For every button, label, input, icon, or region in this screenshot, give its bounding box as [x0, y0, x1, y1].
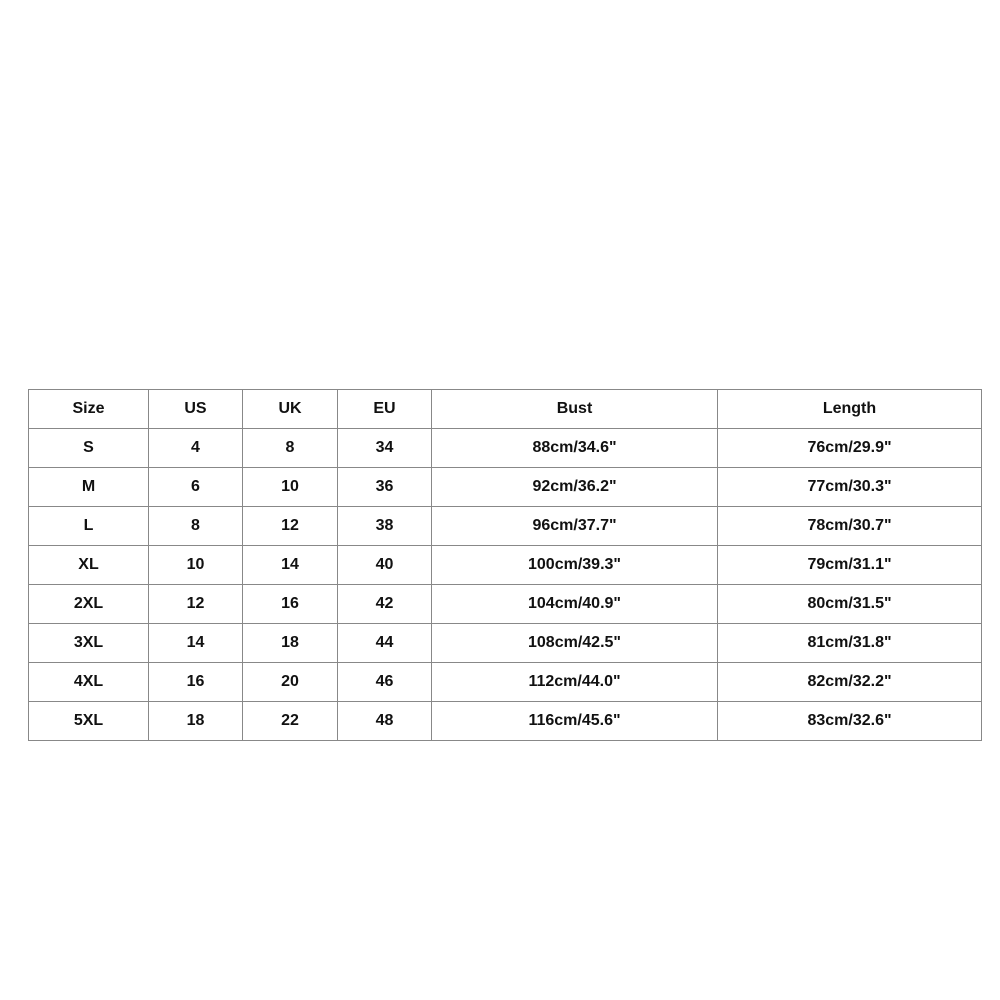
cell-us: 10	[149, 546, 243, 585]
cell-length: 83cm/32.6"	[718, 702, 982, 741]
table-row	[29, 702, 982, 741]
header-length: Length	[718, 390, 982, 429]
table-row	[29, 468, 982, 507]
cell-size: 4XL	[29, 663, 149, 702]
cell-uk: 8	[243, 429, 338, 468]
table-body	[29, 429, 982, 741]
header-us: US	[149, 390, 243, 429]
cell-bust: 92cm/36.2"	[432, 468, 718, 507]
cell-eu: 42	[338, 585, 432, 624]
cell-length: 77cm/30.3"	[718, 468, 982, 507]
cell-us: 18	[149, 702, 243, 741]
cell-eu: 38	[338, 507, 432, 546]
cell-us: 6	[149, 468, 243, 507]
cell-bust: 108cm/42.5"	[432, 624, 718, 663]
cell-size: S	[29, 429, 149, 468]
cell-us: 4	[149, 429, 243, 468]
cell-uk: 22	[243, 702, 338, 741]
header-uk: UK	[243, 390, 338, 429]
table-row	[29, 624, 982, 663]
cell-us: 8	[149, 507, 243, 546]
cell-size: XL	[29, 546, 149, 585]
cell-size: 5XL	[29, 702, 149, 741]
cell-uk: 14	[243, 546, 338, 585]
cell-eu: 40	[338, 546, 432, 585]
cell-length: 78cm/30.7"	[718, 507, 982, 546]
cell-length: 79cm/31.1"	[718, 546, 982, 585]
cell-uk: 10	[243, 468, 338, 507]
header-eu: EU	[338, 390, 432, 429]
table-row	[29, 585, 982, 624]
cell-bust: 88cm/34.6"	[432, 429, 718, 468]
cell-uk: 18	[243, 624, 338, 663]
cell-eu: 46	[338, 663, 432, 702]
cell-length: 80cm/31.5"	[718, 585, 982, 624]
cell-eu: 34	[338, 429, 432, 468]
size-chart-table	[28, 389, 982, 741]
table-row	[29, 546, 982, 585]
cell-size: L	[29, 507, 149, 546]
cell-bust: 104cm/40.9"	[432, 585, 718, 624]
cell-length: 76cm/29.9"	[718, 429, 982, 468]
table-header-row	[29, 390, 982, 429]
cell-eu: 48	[338, 702, 432, 741]
header-size: Size	[29, 390, 149, 429]
cell-us: 12	[149, 585, 243, 624]
table-row	[29, 663, 982, 702]
header-bust: Bust	[432, 390, 718, 429]
cell-us: 16	[149, 663, 243, 702]
cell-length: 81cm/31.8"	[718, 624, 982, 663]
cell-us: 14	[149, 624, 243, 663]
cell-bust: 116cm/45.6"	[432, 702, 718, 741]
cell-eu: 36	[338, 468, 432, 507]
cell-bust: 112cm/44.0"	[432, 663, 718, 702]
cell-size: 3XL	[29, 624, 149, 663]
cell-eu: 44	[338, 624, 432, 663]
cell-length: 82cm/32.2"	[718, 663, 982, 702]
cell-uk: 16	[243, 585, 338, 624]
cell-bust: 100cm/39.3"	[432, 546, 718, 585]
table-row	[29, 429, 982, 468]
cell-uk: 20	[243, 663, 338, 702]
cell-size: M	[29, 468, 149, 507]
cell-size: 2XL	[29, 585, 149, 624]
table-row	[29, 507, 982, 546]
cell-uk: 12	[243, 507, 338, 546]
cell-bust: 96cm/37.7"	[432, 507, 718, 546]
